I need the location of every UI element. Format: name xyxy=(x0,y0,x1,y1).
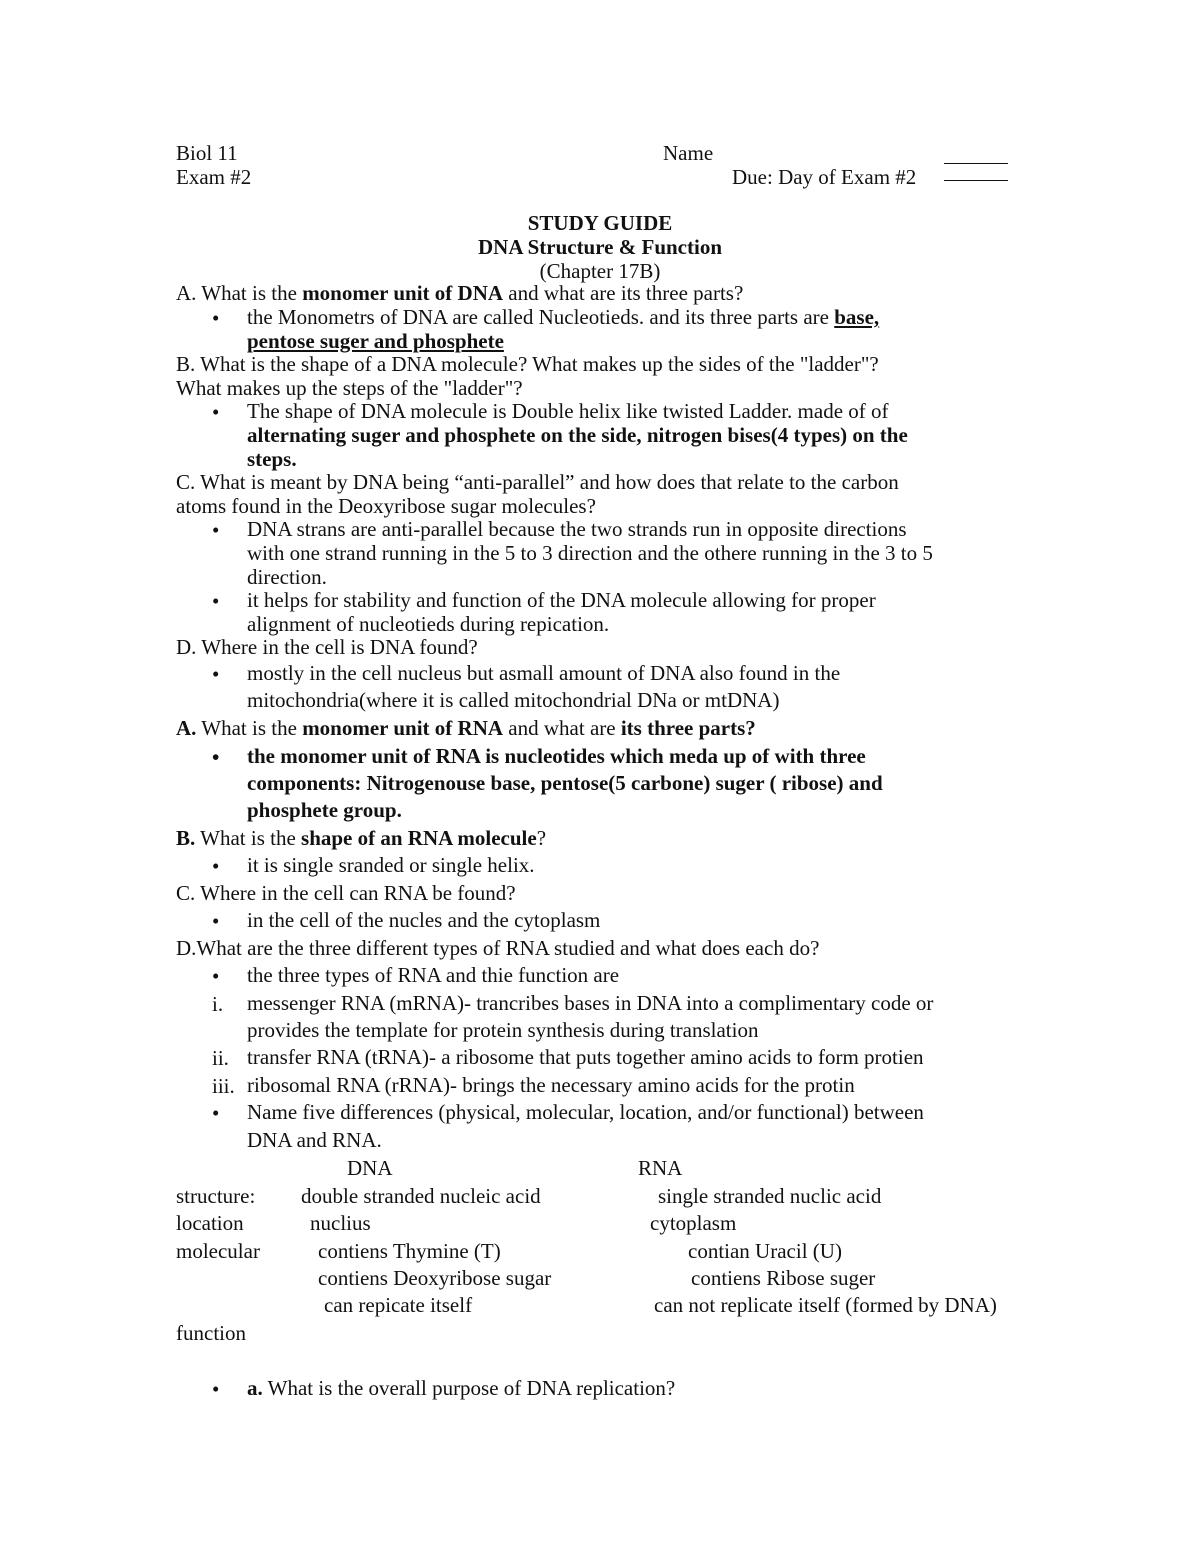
bullet-icon: • xyxy=(212,745,220,769)
dna-answer-c2-cont: alignment of nucleotieds during repication. xyxy=(247,612,610,636)
row-label: location xyxy=(176,1211,244,1235)
chapter-label: (Chapter 17B) xyxy=(539,259,661,283)
rna-answer-c: in the cell of the nucles and the cytoplasm xyxy=(247,908,601,932)
dna-answer-c2: it helps for stability and function of the DNA molecule allowing for proper xyxy=(247,588,876,612)
rna-answer-a: the monomer unit of RNA is nucleotides which meda up of with three xyxy=(247,744,866,768)
exam-label: Exam #2 xyxy=(176,165,252,189)
dna-question-a: A. What is the monomer unit of DNA and what are its three parts? xyxy=(176,281,744,305)
dna-question-b: B. What is the shape of a DNA molecule? What makes up the sides of the "ladder"? xyxy=(176,352,879,376)
dna-question-c-cont: atoms found in the Deoxyribose sugar molecules? xyxy=(176,494,596,518)
list-numeral: iii. xyxy=(212,1074,235,1098)
dna-cell: can repicate itself xyxy=(324,1293,473,1317)
dna-answer-a: the Monometrs of DNA are called Nucleotieds. and its three parts are base, xyxy=(247,305,880,329)
row-label: molecular xyxy=(176,1239,260,1263)
rna-question-a: A. What is the monomer unit of RNA and what are its three parts? xyxy=(176,716,756,740)
dna-answer-c1: DNA strans are anti-parallel because the two strands run in opposite directions xyxy=(247,517,907,541)
dna-cell: contiens Thymine (T) xyxy=(318,1239,501,1263)
name-blank-line xyxy=(944,163,1008,164)
differences-prompt: Name five differences (physical, molecular, location, and/or functional) between xyxy=(247,1100,924,1124)
name-label: Name xyxy=(663,141,714,165)
column-header-rna: RNA xyxy=(638,1156,683,1180)
rna-question-d: D.What are the three different types of RNA studied and what does each do? xyxy=(176,936,820,960)
column-header-dna: DNA xyxy=(347,1156,393,1180)
course-label: Biol 11 xyxy=(176,141,238,165)
rna-cell: contiens Ribose suger xyxy=(691,1266,876,1290)
bullet-icon: • xyxy=(212,518,220,542)
rna-question-b: B. What is the shape of an RNA molecule? xyxy=(176,826,547,850)
dna-answer-c1-cont2: direction. xyxy=(247,565,327,589)
dna-answer-c1-cont: with one strand running in the 5 to 3 direction and the othere running in the 3 to 5 xyxy=(247,541,933,565)
dna-answer-a-cont: pentose suger and phosphete xyxy=(247,329,504,353)
dna-cell: nuclius xyxy=(310,1211,371,1235)
bullet-icon: • xyxy=(212,854,220,878)
replication-question: a. What is the overall purpose of DNA replication? xyxy=(247,1376,676,1400)
rna-answer-a-cont2: phosphete group. xyxy=(247,798,402,822)
dna-answer-b-cont: alternating suger and phosphete on the side, nitrogen bises(4 types) on the xyxy=(247,423,908,447)
dna-cell: contiens Deoxyribose sugar xyxy=(318,1266,552,1290)
dna-answer-d-cont: mitochondria(where it is called mitochondrial DNa or mtDNA) xyxy=(247,688,780,712)
topic-title: DNA Structure & Function xyxy=(477,235,723,259)
dna-answer-b: The shape of DNA molecule is Double helix like twisted Ladder. made of of xyxy=(247,399,889,423)
dna-question-d: D. Where in the cell is DNA found? xyxy=(176,635,478,659)
rna-question-c: C. Where in the cell can RNA be found? xyxy=(176,881,516,905)
dna-cell: double stranded nucleic acid xyxy=(301,1184,541,1208)
list-numeral: ii. xyxy=(212,1046,229,1070)
rna-answer-b: it is single sranded or single helix. xyxy=(247,853,535,877)
bullet-icon: • xyxy=(212,1377,220,1401)
bullet-icon: • xyxy=(212,662,220,686)
rna-answer-a-cont: components: Nitrogenouse base, pentose(5 carbone) suger ( ribose) and xyxy=(247,771,883,795)
rna-type-rrna: ribosomal RNA (rRNA)- brings the necessary amino acids for the protin xyxy=(247,1073,855,1097)
bullet-icon: • xyxy=(212,400,220,424)
bullet-icon: • xyxy=(212,909,220,933)
due-blank-line xyxy=(944,180,1008,181)
rna-answer-d-intro: the three types of RNA and thie function are xyxy=(247,963,620,987)
list-numeral: i. xyxy=(212,992,224,1016)
rna-cell: can not replicate itself (formed by DNA) xyxy=(654,1293,997,1317)
bullet-icon: • xyxy=(212,589,220,613)
differences-prompt-cont: DNA and RNA. xyxy=(247,1128,382,1152)
rna-type-mrna: messenger RNA (mRNA)- trancribes bases in DNA into a complimentary code or xyxy=(247,991,934,1015)
dna-answer-d: mostly in the cell nucleus but asmall amount of DNA also found in the xyxy=(247,661,841,685)
bullet-icon: • xyxy=(212,964,220,988)
study-guide-title: STUDY GUIDE xyxy=(527,211,673,235)
bullet-icon: • xyxy=(212,306,220,330)
dna-answer-b-cont2: steps. xyxy=(247,447,297,471)
function-label: function xyxy=(176,1321,246,1345)
rna-type-trna: transfer RNA (tRNA)- a ribosome that puts together amino acids to form protien xyxy=(247,1045,924,1069)
rna-cell: contian Uracil (U) xyxy=(688,1239,842,1263)
bullet-icon: • xyxy=(212,1101,220,1125)
rna-cell: cytoplasm xyxy=(650,1211,737,1235)
dna-question-c: C. What is meant by DNA being “anti-parallel” and how does that relate to the carbon xyxy=(176,470,899,494)
rna-cell: single stranded nuclic acid xyxy=(658,1184,882,1208)
due-label: Due: Day of Exam #2 xyxy=(732,165,917,189)
row-label: structure: xyxy=(176,1184,256,1208)
dna-question-b-cont: What makes up the steps of the "ladder"? xyxy=(176,376,523,400)
rna-type-mrna-cont: provides the template for protein synthesis during translation xyxy=(247,1018,759,1042)
